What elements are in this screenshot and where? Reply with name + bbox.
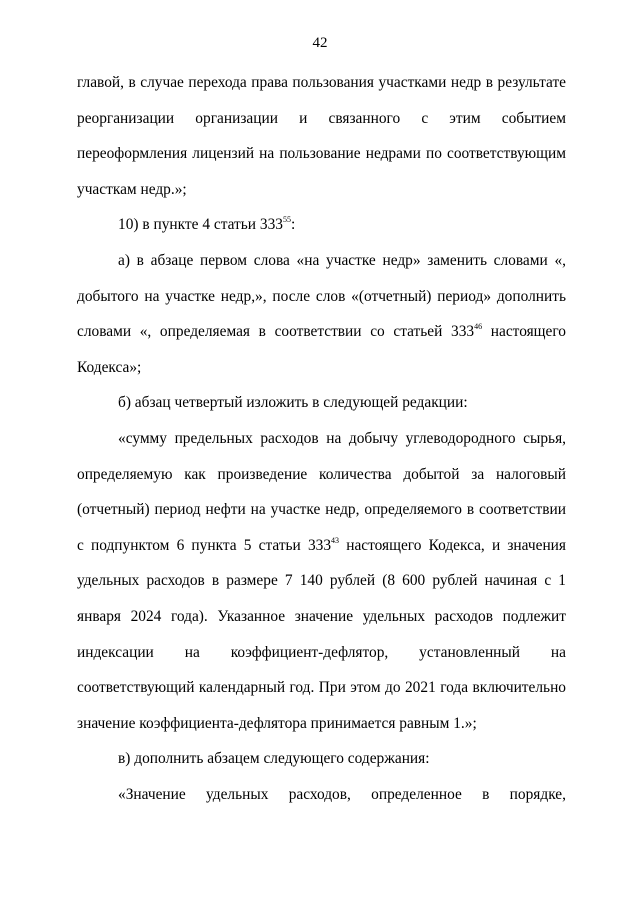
- page-number: 42: [312, 35, 328, 51]
- article-superscript-43: 43: [331, 535, 340, 545]
- paragraph-subitem-v: в) дополнить абзацем следующего содержания:: [118, 750, 430, 768]
- paragraph-subitem-b: б) абзац четвертый изложить в следующей редакции:: [118, 394, 468, 412]
- paragraph-quoted-new-text-tail: настоящего Кодекса, и значения удельных расходов в размере 7 140 рублей (8 600 рублей начиная с 1 января 2024 года). Указанное значение удельных расходов подлежит индексации на коэффициент-дефлятор, установленный на соответствующий календарный год. При этом до 2021 года включительно значение коэффициента-дефлятора принимается равным 1.»;: [77, 536, 566, 732]
- paragraph-item-10-colon: :: [290, 216, 296, 234]
- paragraph-subitem-a-text: а) в абзаце первом слова «на участке недр» заменить словами «, добытого на участке недр,», после слов «(отчетный) период» дополнить словами «, определяемая в соответствии со статьей 333: [77, 251, 566, 341]
- document-body: [77, 65, 566, 812]
- paragraph-continuation: главой, в случае перехода права пользования участками недр в результате реорганизации организации и связанного с этим событием переоформления лицензий на пользование недрами по соответствующим участкам недр.»;: [77, 74, 566, 198]
- paragraph-item-10-text: 10) в пункте 4 статьи 333: [118, 216, 283, 234]
- paragraph-quoted-new-text-body: «сумму предельных расходов на добычу углеводородного сырья, определяемую как произведение количества добытой за налоговый (отчетный) период нефти на участке недр, определяемого в соответствии с подпунктом 6 пункта 5 статьи 333: [77, 429, 566, 554]
- paragraph-quoted-new-text: [77, 421, 566, 741]
- paragraph-subitem-a: [77, 243, 566, 385]
- paragraph-quoted-start: «Значение удельных расходов, определенное в порядке,: [118, 785, 566, 803]
- paragraph-subitem-a-tail: настоящего Кодекса»;: [77, 323, 566, 376]
- paragraph-item-10: [77, 207, 566, 243]
- article-superscript-46: 46: [474, 322, 483, 332]
- article-superscript-55: 55: [282, 215, 291, 225]
